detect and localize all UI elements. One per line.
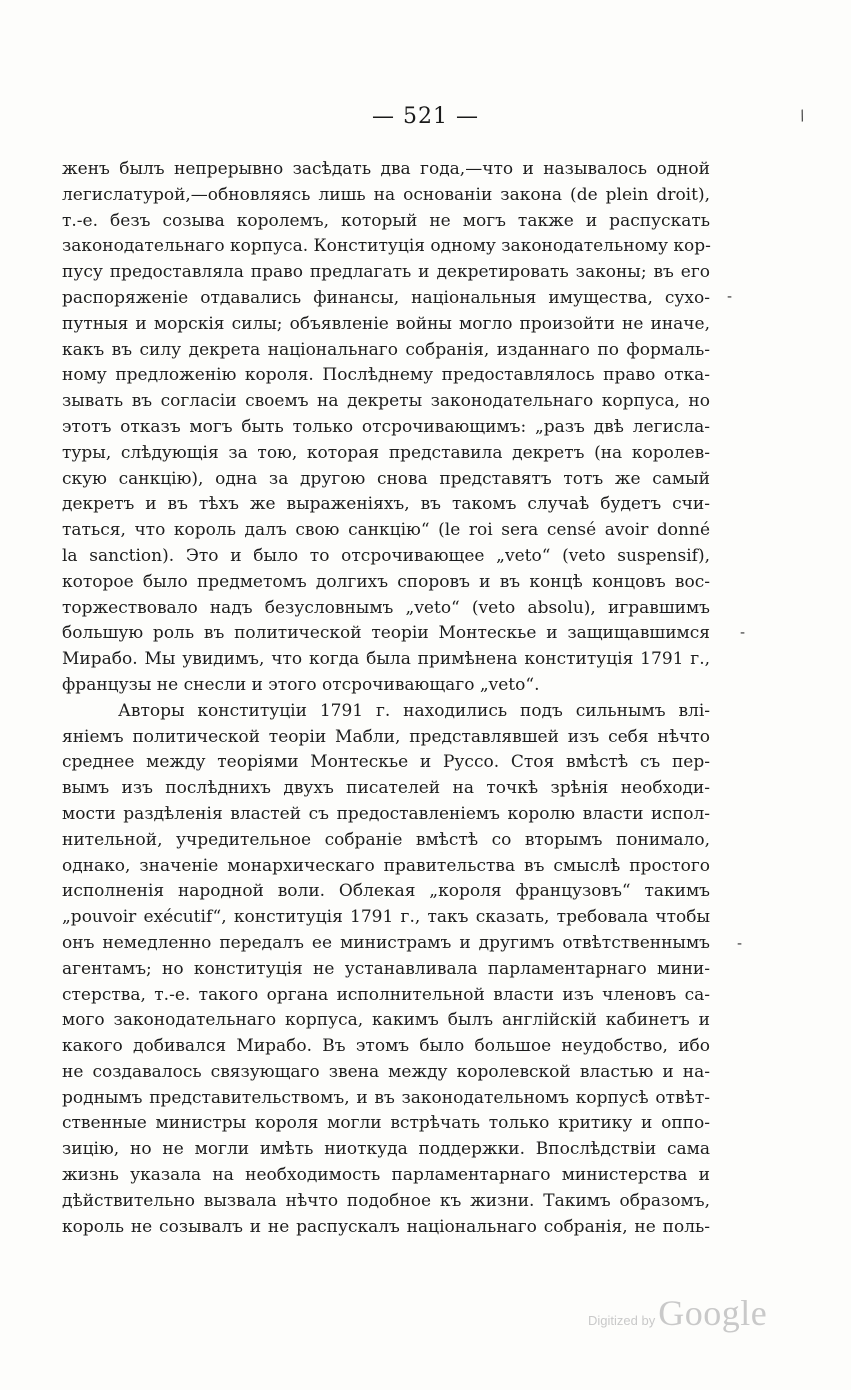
text-line: вымъ изъ послѣднихъ двухъ писателей на точкѣ зрѣнія необходи-	[62, 778, 710, 799]
text-line: la sanction). Это и было то отсрочивающее „veto“ (veto suspensif),	[62, 545, 710, 566]
text-line: ственные министры короля могли встрѣчать только критику и оппо-	[62, 1113, 710, 1134]
text-line: ному предложенію короля. Послѣднему предоставлялось право отка-	[62, 365, 710, 386]
text-line: торжествовало надъ безусловнымъ „veto“ (veto absolu), игравшимъ	[62, 597, 710, 618]
text-line: мого законодательнаго корпуса, какимъ былъ англійскій кабинетъ и	[62, 1010, 710, 1031]
text-line: однако, значеніе монархическаго правительства въ смыслѣ простого	[62, 855, 710, 876]
text-line: зывать въ согласіи своемъ на декреты законодательнаго корпуса, но	[62, 391, 710, 412]
text-line: среднее между теоріями Монтескье и Руссо. Стоя вмѣстѣ съ пер-	[62, 752, 710, 773]
text-line: нительной, учредительное собраніе вмѣстѣ со вторымъ понимало,	[62, 829, 710, 850]
margin-mark-slash: /	[797, 107, 808, 125]
text-line: агентамъ; но конституція не устанавливала парламентарнаго мини-	[62, 958, 710, 979]
text-line: зицію, но не могли имѣть ниоткуда поддержки. Впослѣдствіи сама	[62, 1139, 710, 1160]
margin-mark-dash: -	[737, 936, 743, 952]
text-line: женъ былъ непрерывно засѣдать два года,—что и называлось одной	[62, 159, 710, 179]
paragraph-2	[62, 699, 710, 1241]
text-line: онъ немедленно передалъ ее министрамъ и другимъ отвѣтственнымъ	[62, 932, 710, 953]
page-number: — 521 —	[372, 104, 479, 129]
text-line: скую санкцію), одна за другою снова представятъ тотъ же самый	[62, 468, 710, 489]
margin-mark-dash: -	[740, 625, 746, 641]
text-line: роднымъ представительствомъ, и въ законодательномъ корпусѣ отвѣт-	[62, 1087, 710, 1108]
text-line: распоряженіе отдавались финансы, національныя имущества, сухо-	[62, 287, 710, 308]
google-logo: Google	[658, 1293, 768, 1333]
text-line: т.-е. безъ созыва королемъ, который не могъ также и распускать	[62, 210, 710, 231]
text-line: пусу предоставляла право предлагать и декретировать законы; въ его	[62, 262, 710, 283]
text-line: какого добивался Мирабо. Въ этомъ было большое неудобство, ибо	[62, 1036, 710, 1057]
text-line: этотъ отказъ могъ быть только отсрочивающимъ: „разъ двѣ легисла-	[62, 416, 710, 437]
text-line: не создавалось связующаго звена между королевской властью и на-	[62, 1061, 710, 1082]
text-line: легислатурой,—обновляясь лишь на основаніи закона (de plein droit),	[62, 184, 710, 205]
paragraph-1	[62, 157, 710, 699]
text-line: какъ въ силу декрета національнаго собранія, изданнаго по формаль-	[62, 339, 710, 360]
text-line: мости раздѣленія властей съ предоставленіемъ королю власти испол-	[62, 803, 710, 824]
text-line: стерства, т.-е. такого органа исполнительной власти изъ членовъ са-	[62, 984, 710, 1005]
text-line: путныя и морскія силы; объявленіе войны могло произойти не иначе,	[62, 313, 710, 334]
text-line: которое было предметомъ долгихъ споровъ и въ концѣ концовъ вос-	[62, 571, 710, 592]
text-line: „pouvoir exécutif“, конституція 1791 г., такъ сказать, требовала чтобы	[62, 907, 710, 928]
text-line: декретъ и въ тѣхъ же выраженіяхъ, въ такомъ случаѣ будетъ счи-	[62, 494, 710, 515]
text-line: король не созывалъ и не распускалъ національнаго собранія, не поль-	[62, 1216, 710, 1237]
text-line: Авторы конституціи 1791 г. находились подъ сильнымъ влі-	[118, 700, 710, 721]
text-line: законодательнаго корпуса. Конституція одному законодательному кор-	[62, 236, 711, 257]
text-line: туры, слѣдующія за тою, которая представила декретъ (на королев-	[62, 442, 710, 463]
text-line: дѣйствительно вызвала нѣчто подобное къ жизни. Такимъ образомъ,	[62, 1190, 710, 1211]
text-line: яніемъ политической теоріи Мабли, представлявшей изъ себя нѣчто	[62, 726, 710, 747]
text-line: французы не снесли и этого отсрочивающаго „veto“.	[62, 674, 540, 695]
text-line: исполненія народной воли. Облекая „короля французовъ“ такимъ	[62, 881, 710, 902]
text-line: большую роль въ политической теоріи Монтескье и защищавшимся	[62, 623, 710, 644]
text-line: таться, что король далъ свою санкцію“ (le roi sera censé avoir donné	[62, 520, 710, 541]
body-text	[62, 157, 710, 1240]
text-line: Мирабо. Мы увидимъ, что когда была примѣнена конституція 1791 г.,	[62, 649, 710, 670]
margin-mark-dash: -	[727, 289, 733, 305]
digitized-watermark	[588, 1292, 767, 1334]
text-line: жизнь указала на необходимость парламентарнаго министерства и	[62, 1165, 710, 1186]
watermark-prefix: Digitized by	[588, 1313, 656, 1328]
